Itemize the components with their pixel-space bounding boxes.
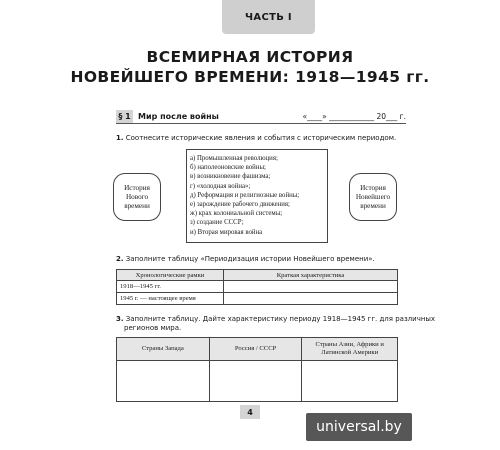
part-label: ЧАСТЬ I	[222, 0, 315, 34]
section-underline	[116, 123, 406, 124]
table-header-west: Страны Запада	[117, 338, 210, 361]
event-item: б) наполеоновские войны;	[190, 164, 266, 172]
table-header-chronology: Хронологические рамки	[117, 270, 224, 281]
table-row	[117, 293, 398, 305]
event-item: и) Вторая мировая война	[190, 228, 263, 236]
task-3-instruction	[116, 315, 435, 333]
task-2-instruction	[116, 255, 375, 264]
event-item: з) создание СССР;	[190, 219, 244, 227]
chapter-title-line-1: ВСЕМИРНАЯ ИСТОРИЯ	[146, 48, 354, 66]
oval-newest-history	[349, 173, 397, 221]
oval-left-line-3: времени	[124, 201, 150, 210]
task-2-number: 2.	[116, 255, 124, 263]
section-title: Мир после войны	[138, 112, 219, 121]
event-item: а) Промышленная революция;	[190, 155, 278, 162]
table-cell-empty[interactable]	[224, 293, 398, 305]
section-header	[116, 110, 406, 123]
task-2-text: Заполните таблицу «Периодизация истории Новейшего времени».	[125, 255, 375, 263]
oval-left-line-2: Нового	[125, 192, 149, 201]
task-3-text-line-1: Заполните таблицу. Дайте характеристику периоду 1918—1945 гг. для различных	[125, 315, 436, 323]
periodization-table	[116, 269, 398, 305]
table-row	[117, 361, 398, 402]
event-item: е) зарождение рабочего движения;	[190, 201, 290, 209]
page-number: 4	[240, 405, 260, 419]
oval-right-line-1: История	[360, 183, 386, 192]
table-header-description: Краткая характеристика	[224, 270, 398, 281]
table-cell-empty[interactable]	[209, 361, 302, 402]
task-1-text: Соотнесите исторические явления и события с историческим периодом.	[125, 134, 397, 142]
table-cell-empty[interactable]	[302, 361, 398, 402]
task-1-instruction	[116, 134, 396, 143]
chapter-title-line-2: НОВЕЙШЕГО ВРЕМЕНИ: 1918—1945 гг.	[70, 68, 430, 86]
event-item: в) возникновение фашизма;	[190, 173, 271, 181]
oval-modern-history	[113, 173, 161, 221]
task-3-number: 3.	[116, 315, 124, 323]
oval-right-line-2: Новейшего	[355, 192, 391, 201]
oval-left-line-1: История	[124, 183, 150, 192]
task-3-text-line-2: регионов мира.	[124, 324, 182, 332]
regions-table	[116, 337, 398, 402]
table-header-russia: Россия / СССР	[209, 338, 302, 361]
event-item: ж) крах колониальной системы;	[190, 210, 283, 218]
watermark-label: universal.by	[306, 413, 412, 441]
oval-right-line-3: времени	[360, 201, 386, 210]
table-header-asia-africa-latam: Страны Азии, Африки и Латинской Америки	[302, 338, 398, 361]
events-list	[186, 149, 328, 243]
event-item: д) Реформация и религиозные войны;	[190, 191, 300, 199]
date-field: «____» ____________ 20___ г.	[302, 112, 406, 121]
section-number: § 1	[116, 110, 133, 123]
table-cell-empty[interactable]	[224, 281, 398, 293]
table-cell-empty[interactable]	[117, 361, 210, 402]
table-cell-period: 1918—1945 гг.	[117, 281, 224, 293]
table-row	[117, 281, 398, 293]
event-item: г) «холодная война»;	[190, 182, 251, 190]
table-cell-period: 1945 г. — настоящее время	[117, 293, 224, 305]
task-1-number: 1.	[116, 134, 124, 142]
